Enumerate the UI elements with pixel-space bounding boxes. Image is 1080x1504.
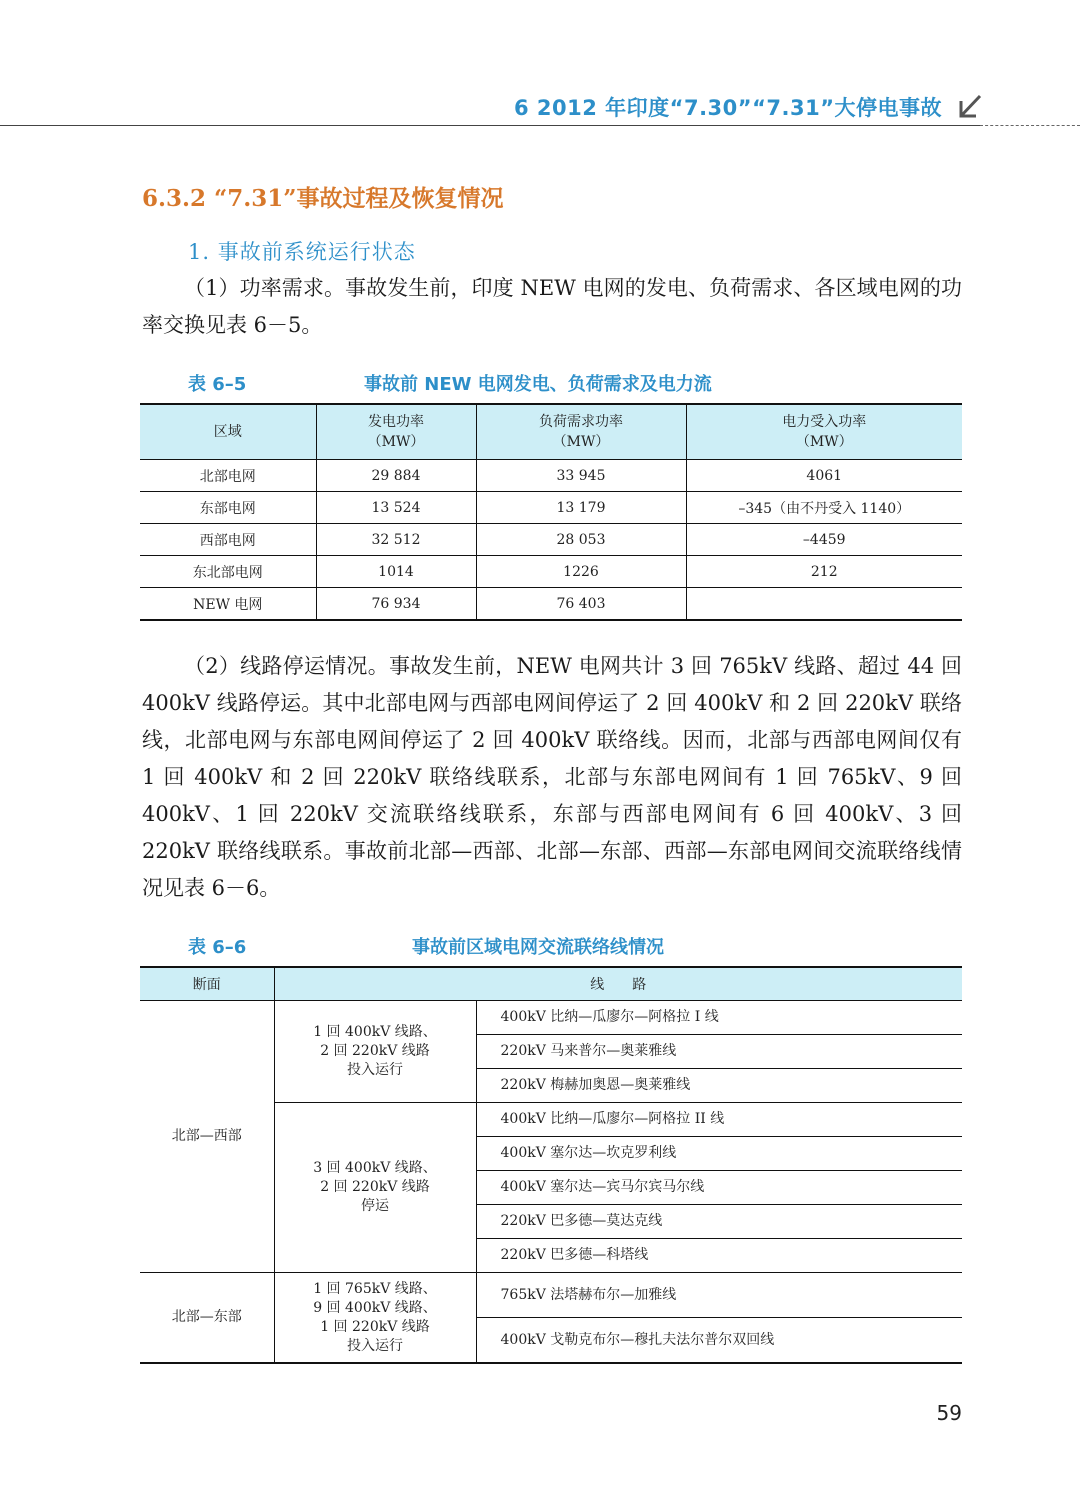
table-cell <box>686 588 962 621</box>
column-header: 线 路 <box>274 967 962 1001</box>
line-cell: 400kV 戈勒克布尔—穆扎夫法尔普尔双回线 <box>476 1318 962 1364</box>
table-cell: –345（由不丹受入 1140） <box>686 492 962 524</box>
corner-arrow-icon <box>958 92 984 118</box>
header-rule <box>0 125 980 126</box>
section-cell: 北部—西部 <box>171 1128 242 1144</box>
table-cell: 13 179 <box>476 492 686 524</box>
chapter-header: 6 2012 年印度“7.30”“7.31”大停电事故 <box>513 96 942 120</box>
table-row <box>140 1001 962 1035</box>
table-cell: 33 945 <box>476 460 686 492</box>
paragraph-1-text: （1）功率需求。事故发生前，印度 NEW 电网的发电、负荷需求、各区域电网的功率交换见表 6－5。 <box>142 276 962 337</box>
table-6-6 <box>140 966 962 1364</box>
line-cell: 400kV 比纳—瓜廖尔—阿格拉 II 线 <box>476 1103 962 1137</box>
table-cell: 13 524 <box>316 492 476 524</box>
table-cell: 西部电网 <box>140 524 316 556</box>
table-6-6-title: 事故前区域电网交流联络线情况 <box>412 937 664 958</box>
table-6-5 <box>140 403 962 621</box>
column-header: 负荷需求功率 （MW） <box>476 404 686 460</box>
header-dashed-rule <box>980 125 1080 126</box>
paragraph-2 <box>142 648 962 907</box>
table-row <box>140 524 962 556</box>
line-cell: 220kV 巴多德—莫达克线 <box>476 1205 962 1239</box>
table-header-row <box>140 404 962 460</box>
line-cell: 400kV 塞尔达—宾马尔宾马尔线 <box>476 1171 962 1205</box>
table-cell: 76 403 <box>476 588 686 621</box>
table-header-row <box>140 967 962 1001</box>
column-header: 断面 <box>140 967 274 1001</box>
page-number: 59 <box>936 1401 962 1425</box>
table-cell: NEW 电网 <box>140 588 316 621</box>
line-cell: 220kV 马来普尔—奥莱雅线 <box>476 1035 962 1069</box>
line-cell: 400kV 比纳—瓜廖尔—阿格拉 I 线 <box>476 1001 962 1035</box>
paragraph-2-text: （2）线路停运情况。事故发生前，NEW 电网共计 3 回 765kV 线路、超过 44 回 400kV 线路停运。其中北部电网与西部电网间停运了 2 回 400kV 和 2 回 220kV 联络线，北部电网与东部电网间停运了 2 回 400kV 联络线。因而，北部与西部电网间仅有 1 回 400kV 和 2 回 220kV 联络线联系，北部与东部电网间有 1 回 765kV、9 回 400kV、1 回 220kV 交流联络线联系，东部与西部电网间有 6 回 400kV、3 回 220kV 联络线联系。事故前北部—西部、北部—东部、西部—东部电网间交流联络线情况见表 6－6。 <box>142 654 962 900</box>
section-title: 6.3.2 “7.31”事故过程及恢复情况 <box>142 185 504 212</box>
table-cell: 212 <box>686 556 962 588</box>
status-cell: 1 回 400kV 线路、 2 回 220kV 线路 投入运行 <box>274 1001 476 1103</box>
table-6-6-number: 表 6–6 <box>188 937 247 958</box>
table-cell: –4459 <box>686 524 962 556</box>
paragraph-1 <box>142 270 962 344</box>
table-6-5-title: 事故前 NEW 电网发电、负荷需求及电力流 <box>364 374 712 395</box>
table-row <box>140 588 962 621</box>
table-cell: 28 053 <box>476 524 686 556</box>
line-cell: 220kV 梅赫加奥恩—奥莱雅线 <box>476 1069 962 1103</box>
column-header: 区域 <box>140 404 316 460</box>
table-cell: 东北部电网 <box>140 556 316 588</box>
table-row <box>140 460 962 492</box>
status-cell: 1 回 765kV 线路、 9 回 400kV 线路、 1 回 220kV 线路 投入运行 <box>274 1273 476 1364</box>
table-cell: 东部电网 <box>140 492 316 524</box>
table-cell: 4061 <box>686 460 962 492</box>
column-header: 电力受入功率 （MW） <box>686 404 962 460</box>
table-cell: 1014 <box>316 556 476 588</box>
line-cell: 400kV 塞尔达—坎克罗利线 <box>476 1137 962 1171</box>
table-cell: 北部电网 <box>199 468 256 485</box>
table-cell: 76 934 <box>316 588 476 621</box>
status-cell: 3 回 400kV 线路、 2 回 220kV 线路 停运 <box>274 1103 476 1273</box>
table-6-5-number: 表 6–5 <box>188 374 247 395</box>
section-cell: 北部—东部 <box>140 1273 274 1364</box>
line-cell: 765kV 法塔赫布尔—加雅线 <box>476 1273 962 1318</box>
table-row <box>140 1273 962 1318</box>
table-cell: 1226 <box>476 556 686 588</box>
table-cell: 29 884 <box>316 460 476 492</box>
column-header: 发电功率 （MW） <box>316 404 476 460</box>
table-row <box>140 492 962 524</box>
table-row <box>140 556 962 588</box>
table-cell: 32 512 <box>316 524 476 556</box>
subsection-title: 1. 事故前系统运行状态 <box>188 240 416 264</box>
line-cell: 220kV 巴多德—科塔线 <box>476 1239 962 1273</box>
